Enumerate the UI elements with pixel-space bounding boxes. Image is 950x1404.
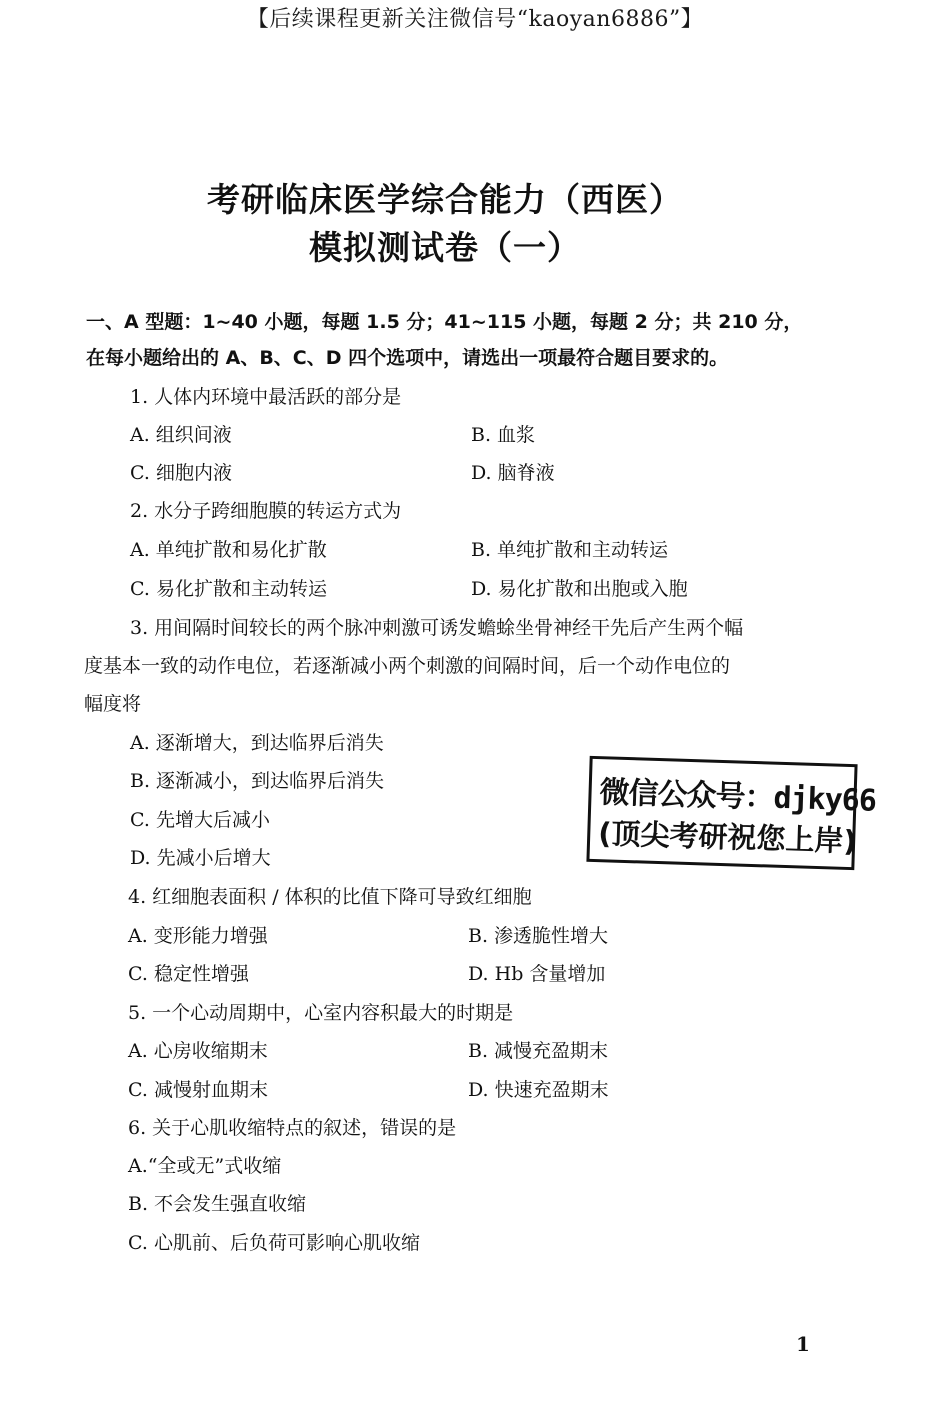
question-1-stem: 1. 人体内环境中最活跃的部分是 xyxy=(130,386,402,408)
question-4-option-d: D. Hb 含量增加 xyxy=(468,963,606,985)
question-3-stem-line-2: 度基本一致的动作电位，若逐渐减小两个刺激的间隔时间，后一个动作电位的 xyxy=(84,655,731,677)
question-1-option-a: A. 组织间液 xyxy=(130,424,232,446)
question-6-option-c: C. 心肌前、后负荷可影响心肌收缩 xyxy=(128,1232,420,1254)
question-3-option-a: A. 逐渐增大，到达临界后消失 xyxy=(130,732,384,754)
question-6-option-a: A.“全或无”式收缩 xyxy=(128,1155,282,1177)
question-2-stem: 2. 水分子跨细胞膜的转运方式为 xyxy=(130,500,402,522)
question-3-stem-line-3: 幅度将 xyxy=(84,693,142,715)
question-1-option-b: B. 血浆 xyxy=(471,424,536,446)
question-3-stem-line-1: 3. 用间隔时间较长的两个脉冲刺激可诱发蟾蜍坐骨神经干先后产生两个幅 xyxy=(130,617,744,639)
question-1-option-d: D. 脑脊液 xyxy=(471,462,555,484)
question-2-option-a: A. 单纯扩散和易化扩散 xyxy=(130,539,327,561)
question-1-option-c: C. 细胞内液 xyxy=(130,462,232,484)
question-3-option-d: D. 先减小后增大 xyxy=(130,847,271,869)
question-6-option-b: B. 不会发生强直收缩 xyxy=(128,1193,307,1215)
section-instruction-line-2: 在每小题给出的 A、B、C、D 四个选项中，请选出一项最符合题目要求的。 xyxy=(86,347,729,369)
question-5-stem: 5. 一个心动周期中，心室内容积最大的时期是 xyxy=(128,1002,514,1024)
question-2-option-b: B. 单纯扩散和主动转运 xyxy=(471,539,669,561)
question-6-stem: 6. 关于心肌收缩特点的叙述，错误的是 xyxy=(128,1117,457,1139)
question-4-option-a: A. 变形能力增强 xyxy=(128,925,268,947)
question-2-option-d: D. 易化扩散和出胞或入胞 xyxy=(471,578,688,600)
question-4-option-b: B. 渗透脆性增大 xyxy=(468,925,609,947)
question-5-option-b: B. 减慢充盈期末 xyxy=(468,1040,609,1062)
question-4-stem: 4. 红细胞表面积 / 体积的比值下降可导致红细胞 xyxy=(128,886,532,908)
document-title: 考研临床医学综合能力（西医） xyxy=(207,180,683,219)
header-banner: 【后续课程更新关注微信号“kaoyan6886”】 xyxy=(246,7,704,32)
stamp-line-2: (顶尖考研祝您上岸) xyxy=(597,816,858,859)
question-4-option-c: C. 稳定性增强 xyxy=(128,963,249,985)
document-subtitle: 模拟测试卷（一） xyxy=(309,228,581,267)
question-5-option-a: A. 心房收缩期末 xyxy=(128,1040,268,1062)
page-number: 1 xyxy=(796,1332,810,1356)
stamp-line-1: 微信公众号：djky66 xyxy=(599,775,877,819)
section-instruction-line-1: 一、A 型题：1~40 小题，每题 1.5 分；41~115 小题，每题 2 分；共 210 分， xyxy=(86,311,803,333)
question-3-option-c: C. 先增大后减小 xyxy=(130,809,270,831)
question-3-option-b: B. 逐渐减小，到达临界后消失 xyxy=(130,770,385,792)
question-5-option-d: D. 快速充盈期末 xyxy=(468,1079,609,1101)
question-5-option-c: C. 减慢射血期末 xyxy=(128,1079,268,1101)
question-2-option-c: C. 易化扩散和主动转运 xyxy=(130,578,327,600)
wechat-stamp xyxy=(586,756,877,870)
